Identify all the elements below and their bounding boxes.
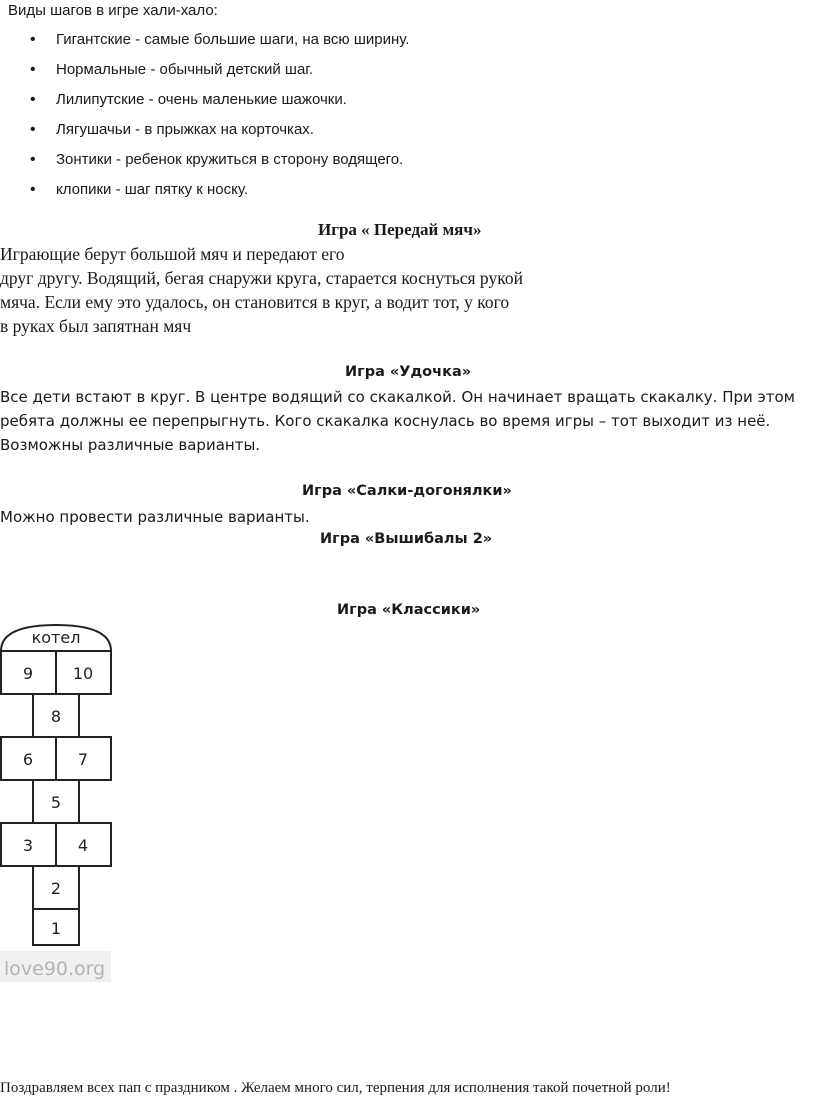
game-ball-line-3: мяча. Если ему это удалось, он становится в круг, а водит тот, у кого bbox=[0, 292, 510, 312]
cell-label: 6 bbox=[22, 750, 34, 769]
game-udochka-line-1: Все дети встают в круг. В центре водящий со скакалкой. Он начинает вращать скакалку. При этом bbox=[0, 388, 795, 406]
intro-text: Виды шагов в игре хали-хало: bbox=[8, 2, 218, 19]
cell-label: 8 bbox=[50, 707, 62, 726]
game-ball-line-4: в руках был запятнан мяч bbox=[0, 316, 192, 336]
cell-label: 7 bbox=[77, 750, 89, 769]
game-vyshibaly-title: Игра «Вышибалы 2» bbox=[320, 531, 493, 547]
cell-label: 2 bbox=[50, 879, 62, 898]
step-types-list bbox=[30, 30, 409, 210]
cell-label: 3 bbox=[22, 836, 34, 855]
hopscotch-diagram bbox=[0, 622, 112, 986]
game-ball-line-2: друг другу. Водящий, бегая снаружи круга, старается коснуться рукой bbox=[0, 268, 523, 288]
list-item: • Гигантские - самые большие шаги, на всю ширину. bbox=[30, 30, 409, 60]
list-item: • клопики - шаг пятку к носку. bbox=[30, 180, 409, 210]
cell-label: 9 bbox=[22, 664, 34, 683]
game-udochka-line-3: Возможны различные варианты. bbox=[0, 436, 261, 454]
game-ball-line-1: Играющие берут большой мяч и передают его bbox=[0, 244, 345, 264]
game-klassiki-title: Игра «Классики» bbox=[337, 602, 481, 618]
footer-greeting: Поздравляем всех пап с праздником . Желаем много сил, терпения для исполнения такой почетной роли! bbox=[0, 1080, 671, 1096]
cell-label: 10 bbox=[72, 664, 94, 683]
game-salki-title: Игра «Салки-догонялки» bbox=[302, 483, 512, 499]
cell-label: 1 bbox=[50, 919, 62, 938]
list-item: • Зонтики - ребенок кружиться в сторону водящего. bbox=[30, 150, 409, 180]
game-udochka-line-2: ребята должны ее перепрыгнуть. Кого скакалка коснулась во время игры – тот выходит из неё. bbox=[0, 412, 771, 430]
list-item: • Нормальные - обычный детский шаг. bbox=[30, 60, 409, 90]
game-ball-title: Игра « Передай мяч» bbox=[318, 220, 482, 239]
watermark-label: love90.org bbox=[4, 958, 106, 980]
kotel-label: котел bbox=[31, 628, 81, 647]
list-item: • Лилипутские - очень маленькие шажочки. bbox=[30, 90, 409, 120]
cell-label: 5 bbox=[50, 793, 62, 812]
game-udochka-title: Игра «Удочка» bbox=[345, 364, 472, 380]
cell-label: 4 bbox=[77, 836, 89, 855]
game-salki-text: Можно провести различные варианты. bbox=[0, 508, 310, 526]
list-item: • Лягушачьи - в прыжках на корточках. bbox=[30, 120, 409, 150]
